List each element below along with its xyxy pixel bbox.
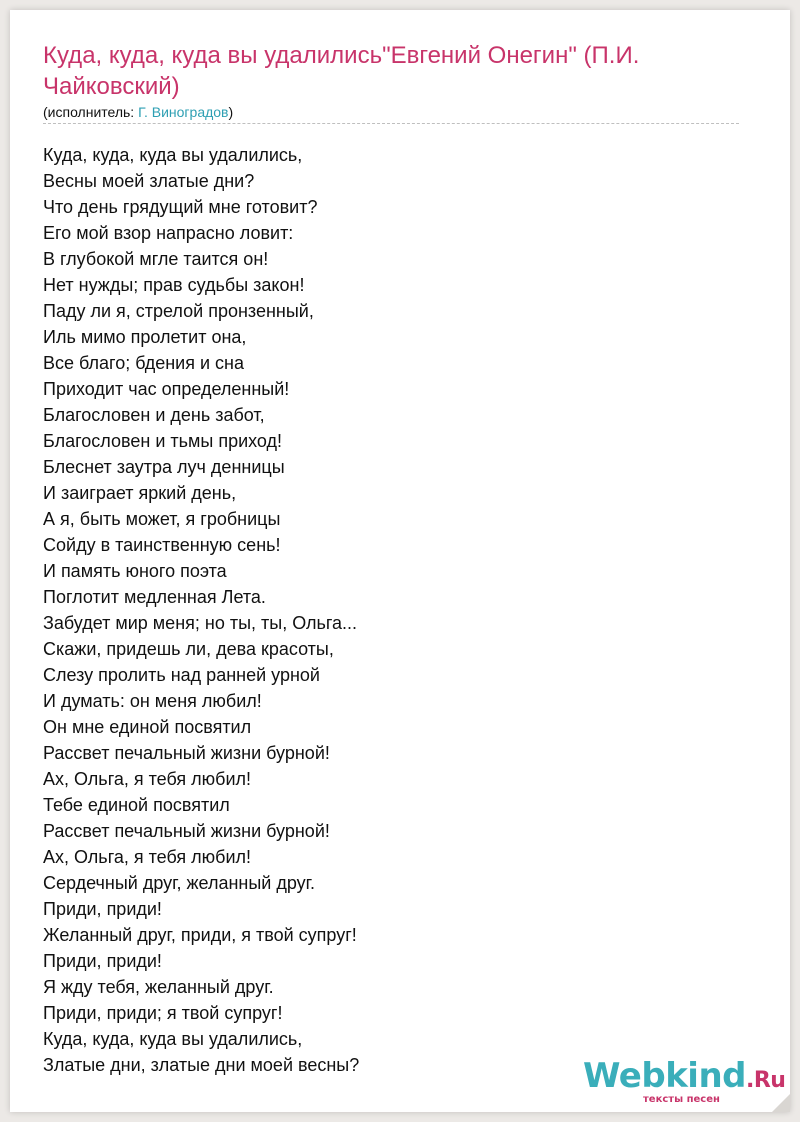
- lyric-line: Благословен и тьмы приход!: [43, 431, 283, 451]
- logo-tld: .Ru: [746, 1068, 786, 1093]
- lyric-line: Скажи, придешь ли, дева красоты,: [43, 639, 334, 659]
- lyric-line: Забудет мир меня; но ты, ты, Ольга...: [43, 613, 358, 633]
- logo-name: Webkind: [583, 1056, 746, 1096]
- lyric-line: Приходит час определенный!: [43, 379, 290, 399]
- lyric-line: Рассвет печальный жизни бурной!: [43, 743, 330, 763]
- lyric-line: Приди, приди; я твой супруг!: [43, 1003, 283, 1023]
- song-title: Куда, куда, куда вы удалились"Евгений Онегин" (П.И. Чайковский): [43, 42, 640, 100]
- lyric-line: Паду ли я, стрелой пронзенный,: [43, 301, 314, 321]
- lyric-line: Желанный друг, приди, я твой супруг!: [43, 925, 357, 945]
- lyric-line: Ах, Ольга, я тебя любил!: [43, 769, 252, 789]
- lyric-line: И заиграет яркий день,: [43, 483, 237, 503]
- lyric-line: Все благо; бдения и сна: [43, 353, 244, 373]
- lyric-line: В глубокой мгле таится он!: [43, 249, 269, 269]
- artist-line: [43, 104, 233, 120]
- lyric-line: Приди, приди!: [43, 899, 162, 919]
- lyric-line: Что день грядущий мне готовит?: [43, 197, 318, 217]
- lyric-line: Сердечный друг, желанный друг.: [43, 873, 316, 893]
- artist-suffix: ): [228, 104, 234, 120]
- lyric-line: И думать: он меня любил!: [43, 691, 262, 711]
- lyric-line: Златые дни, златые дни моей весны?: [43, 1055, 360, 1075]
- lyrics-list: [43, 142, 359, 1078]
- lyric-line: Нет нужды; прав судьбы закон!: [43, 275, 305, 295]
- lyric-line: Сойду в таинственную сень!: [43, 535, 281, 555]
- lyric-line: Я жду тебя, желанный друг.: [43, 977, 274, 997]
- lyric-line: Его мой взор напрасно ловит:: [43, 223, 294, 243]
- lyric-line: Иль мимо пролетит она,: [43, 327, 247, 347]
- lyric-line: Поглотит медленная Лета.: [43, 587, 266, 607]
- page-sheet: [10, 10, 790, 1112]
- logo-tagline: тексты песен: [643, 1094, 720, 1105]
- lyric-line: Куда, куда, куда вы удалились,: [43, 1029, 303, 1049]
- lyric-line: Благословен и день забот,: [43, 405, 265, 425]
- lyric-line: Приди, приди!: [43, 951, 162, 971]
- site-logo[interactable]: [583, 1056, 786, 1108]
- lyric-line: Он мне единой посвятил: [43, 717, 252, 737]
- lyric-line: Ах, Ольга, я тебя любил!: [43, 847, 252, 867]
- lyric-line: Рассвет печальный жизни бурной!: [43, 821, 330, 841]
- lyric-line: Тебе единой посвятил: [43, 795, 230, 815]
- lyric-line: Слезу пролить над ранней урной: [43, 665, 320, 685]
- dashed-divider: [43, 123, 739, 124]
- artist-prefix: (исполнитель:: [43, 104, 139, 120]
- page-curl: [772, 1094, 790, 1112]
- artist-link[interactable]: Г. Виноградов: [138, 104, 229, 120]
- lyric-line: И память юного поэта: [43, 561, 227, 581]
- lyric-line: А я, быть может, я гробницы: [43, 509, 281, 529]
- lyric-line: Блеснет заутра луч денницы: [43, 457, 285, 477]
- lyric-line: Весны моей златые дни?: [43, 171, 255, 191]
- lyric-line: Куда, куда, куда вы удалились,: [43, 145, 303, 165]
